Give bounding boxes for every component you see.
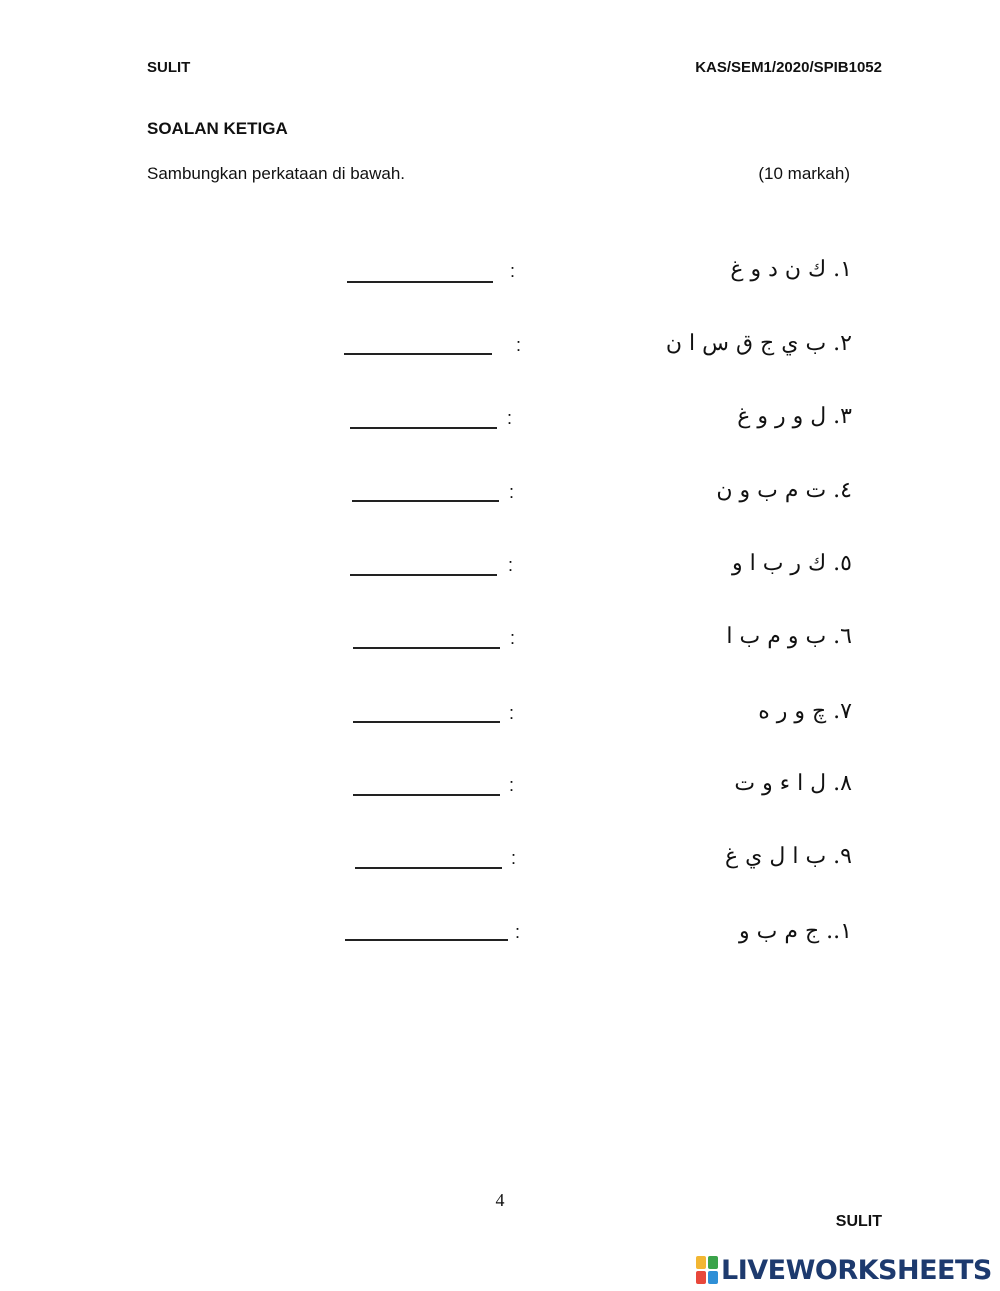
question-row-2 — [0, 329, 1000, 369]
question-word-2: ٢. ب ي ج ق س ا ن — [665, 331, 852, 356]
page-number: 4 — [495, 1190, 505, 1210]
question-row-3 — [0, 402, 1000, 442]
question-colon: : — [510, 261, 516, 281]
answer-blank-8[interactable] — [353, 794, 500, 796]
question-colon: : — [516, 335, 522, 355]
question-row-8 — [0, 769, 1000, 809]
question-colon: : — [509, 703, 515, 723]
question-colon: : — [511, 848, 517, 868]
question-colon: : — [509, 482, 515, 502]
marks-label: (10 markah) — [758, 164, 850, 183]
question-word-6: ٦. ب و م ب ا — [726, 624, 852, 649]
logo-square-icon — [696, 1256, 706, 1269]
answer-blank-6[interactable] — [353, 647, 500, 649]
question-colon: : — [508, 555, 514, 575]
question-row-7 — [0, 697, 1000, 737]
footer-sulit-label: SULIT — [835, 1213, 882, 1230]
question-word-8: ٨. ل ا ء و ت — [734, 771, 852, 796]
logo-square-icon — [708, 1271, 718, 1284]
question-row-10 — [0, 917, 1000, 957]
question-word-9: ٩. ب ا ل ي غ — [725, 844, 852, 869]
answer-blank-10[interactable] — [345, 939, 508, 941]
question-word-10: ١.. ج م ب و — [739, 919, 852, 944]
question-row-5 — [0, 549, 1000, 589]
header-document-code: KAS/SEM1/2020/SPIB1052 — [695, 59, 882, 76]
header-sulit-label: SULIT — [147, 59, 191, 76]
liveworksheets-mark-icon — [696, 1256, 718, 1284]
answer-blank-7[interactable] — [353, 721, 500, 723]
answer-blank-9[interactable] — [355, 867, 502, 869]
question-row-1 — [0, 255, 1000, 295]
answer-blank-3[interactable] — [350, 427, 497, 429]
question-word-3: ٣. ل و ر و غ — [737, 404, 852, 429]
question-row-6 — [0, 622, 1000, 662]
question-word-7: ٧. چ و ر ه — [758, 699, 852, 724]
logo-square-icon — [708, 1256, 718, 1269]
answer-blank-5[interactable] — [350, 574, 497, 576]
question-word-5: ٥. ك ر ب ا و — [732, 551, 852, 576]
question-row-4 — [0, 476, 1000, 516]
question-word-4: ٤. ت م ب و ن — [716, 478, 852, 503]
liveworksheets-logo — [696, 1253, 992, 1287]
question-colon: : — [509, 775, 515, 795]
question-colon: : — [515, 922, 521, 942]
instruction-text: Sambungkan perkataan di bawah. — [147, 164, 406, 183]
logo-square-icon — [696, 1271, 706, 1284]
liveworksheets-wordmark: LIVEWORKSHEETS — [721, 1254, 992, 1286]
answer-blank-2[interactable] — [344, 353, 492, 355]
section-title: SOALAN KETIGA — [147, 119, 288, 138]
answer-blank-4[interactable] — [352, 500, 499, 502]
answer-blank-1[interactable] — [347, 281, 493, 283]
question-word-1: ١. ك ن د و غ — [730, 257, 852, 282]
question-colon: : — [510, 628, 516, 648]
question-row-9 — [0, 842, 1000, 882]
question-colon: : — [507, 408, 513, 428]
